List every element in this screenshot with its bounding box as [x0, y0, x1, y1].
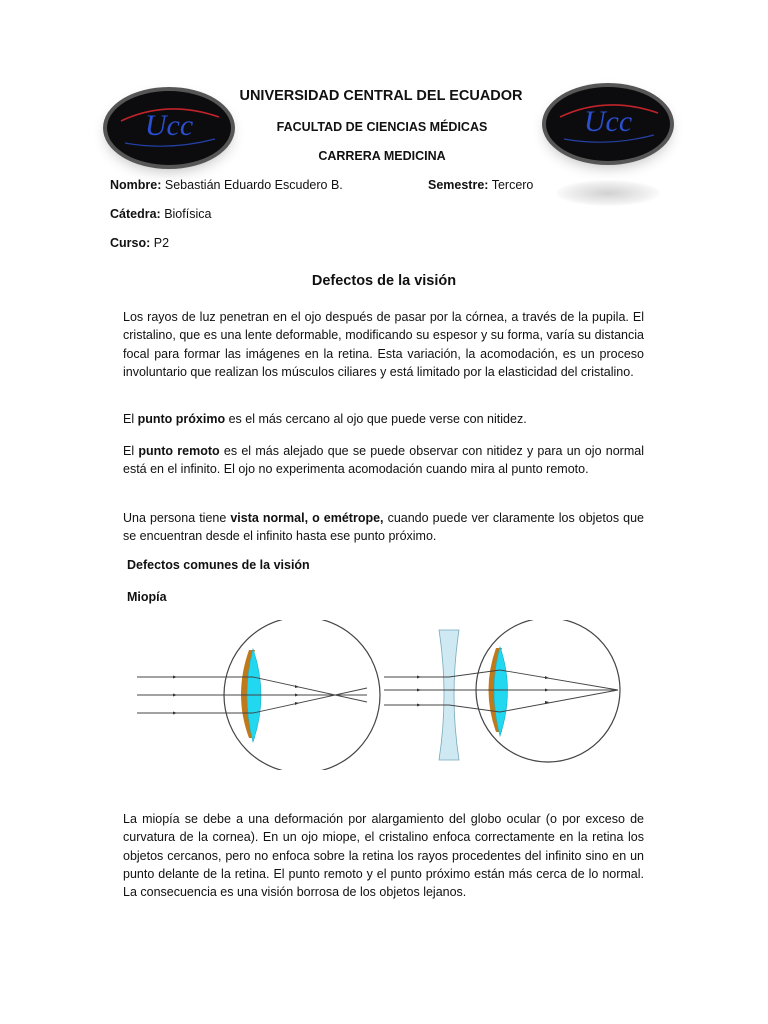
ray-arrow	[545, 689, 549, 692]
semester-label: Semestre:	[428, 178, 489, 192]
ray	[500, 690, 618, 712]
logo-text: Ucc	[583, 105, 633, 138]
name-label: Nombre:	[110, 178, 162, 192]
concave-lens	[439, 630, 459, 760]
career-name: CARRERA MEDICINA	[318, 149, 446, 163]
paragraph-normal-vision	[123, 509, 644, 546]
term-near-point: punto próximo	[137, 412, 226, 426]
ray-arrow	[417, 689, 421, 692]
term-normal-vision: vista normal, o emétrope,	[230, 511, 384, 525]
ray	[253, 677, 367, 702]
logo-shadow	[556, 180, 660, 206]
text-run: Una persona tiene	[123, 511, 231, 525]
faculty-name: FACULTAD DE CIENCIAS MÉDICAS	[276, 120, 488, 134]
ray-arrow	[417, 704, 421, 707]
name-value: Sebastián Eduardo Escudero B.	[161, 178, 343, 192]
course-value: P2	[150, 236, 170, 250]
paragraph-intro: Los rayos de luz penetran en el ojo después de pasar por la córnea, a través de la pupila. El cristalino, que es una lente deformable, modificando su espesor y su forma, varía su distancia focal para formar las imágenes en la retina. Esta variación, la acomodación, es un proceso involuntario que realizan los músculos ciliares y está limitado por la elasticidad del cristalino.	[123, 310, 644, 379]
corrected-eye	[384, 620, 620, 762]
ray-arrow	[173, 694, 177, 697]
text-run: cuando puede ver claramente los objetos que se encuentran desde el infinito hasta ese punto próximo.	[123, 511, 644, 544]
text-run: es el más alejado que se puede observar con nitidez y para un ojo normal está en el infinito. El ojo no experimenta acomodación cuando mira al punto remoto.	[123, 444, 644, 477]
ray-arrow	[173, 712, 177, 715]
myopia-diagram	[137, 620, 627, 770]
paragraph-far-point	[123, 442, 644, 479]
section-heading-defects: Defectos comunes de la visión	[127, 558, 310, 572]
myopic-eye	[137, 620, 380, 770]
subject-field	[110, 207, 211, 221]
ray	[500, 670, 618, 690]
term-far-point: punto remoto	[138, 444, 220, 458]
document-title: Defectos de la visión	[311, 273, 457, 289]
text-run: El	[123, 444, 139, 458]
paragraph-near-point	[123, 410, 644, 428]
university-name: UNIVERSIDAD CENTRAL DEL ECUADOR	[239, 88, 523, 104]
ray-arrow	[295, 694, 299, 697]
semester-value: Tercero	[488, 178, 534, 192]
course-field	[110, 236, 169, 250]
logo-text: Ucc	[144, 109, 194, 142]
course-label: Curso:	[110, 236, 151, 250]
student-name-field	[110, 178, 343, 192]
subject-value: Biofísica	[160, 207, 212, 221]
subject-label: Cátedra:	[110, 207, 161, 221]
text-run: El	[123, 412, 138, 426]
ray-arrow	[417, 676, 421, 679]
semester-field	[428, 178, 533, 192]
ray	[253, 688, 367, 713]
paragraph-myopia: La miopía se debe a una deformación por alargamiento del globo ocular (o por exceso de curvatura de la cornea). En un ojo miope, el cristalino enfoca correctamente en la retina los objetos cercanos, pero no enfoca sobre la retina los rayos procedentes del infinito sino en un punto delante de la retina. El punto remoto y el punto próximo están más cerca de lo normal. La consecuencia es una visión borrosa de los objetos lejanos.	[123, 812, 644, 900]
ray-arrow	[173, 676, 177, 679]
text-run: es el más cercano al ojo que puede verse con nitidez.	[225, 412, 527, 426]
section-heading-myopia: Miopía	[127, 590, 167, 604]
